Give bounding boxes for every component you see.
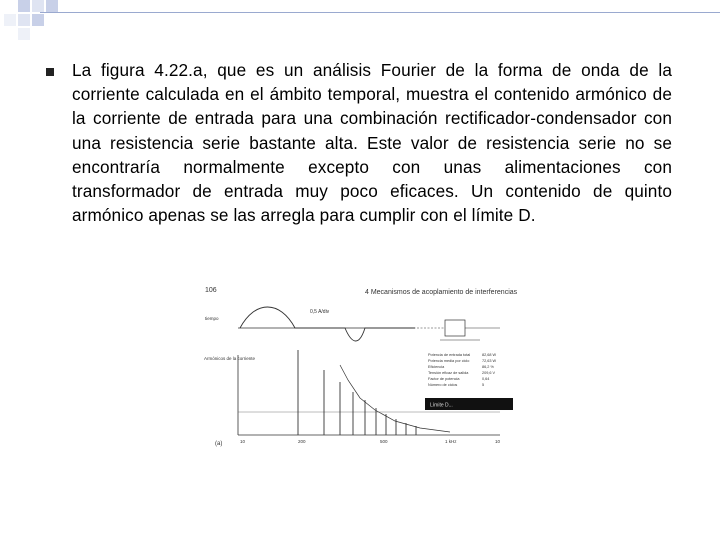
stat-value: 82,68 W <box>482 353 497 357</box>
figure-graphic <box>200 280 530 470</box>
bullet-marker <box>46 68 54 76</box>
stats-block <box>428 353 497 387</box>
x-tick-label: 500 <box>380 439 388 444</box>
figure-chapter-title: 4 Mecanismos de acoplamiento de interferencias <box>365 289 518 296</box>
x-tick-label: 200 <box>298 439 306 444</box>
decorative-corner <box>0 0 64 44</box>
x-tick-label: 1 kHz <box>445 439 457 444</box>
figure-4-22 <box>200 280 530 470</box>
time-axis-label: tiempo <box>205 316 219 321</box>
panel-label: (a) <box>215 441 223 447</box>
waveform-panel <box>205 307 500 341</box>
stat-value: 0,64 <box>482 377 490 381</box>
x-tick-label: 10 <box>495 439 501 444</box>
x-tick-label: 10 <box>240 439 246 444</box>
stat-value: 86,2 % <box>482 365 494 369</box>
figure-page-number: 106 <box>205 287 217 294</box>
header-rule <box>40 12 720 13</box>
stat-label: Potencia media por ciclo <box>428 359 470 363</box>
stat-value: 72,63 W <box>482 359 497 363</box>
spectrum-panel <box>204 350 513 447</box>
stat-label: Número de ciclos <box>428 383 458 387</box>
bullet-text: La figura 4.22.a, que es un análisis Fourier de la forma de onda de la corriente calculada en el ámbito temporal, muestra el contenido armónico de la corriente de entrada para una combinación rectificador-condensador con una resistencia serie bastante alta. Este valor de resistencia serie no se encontraría normalmente excepto con unas alimentaciones con transformador de entrada muy poco eficaces. Un contenido de quinto armónico apenas se las arregla para cumplir con el límite D. <box>72 60 672 226</box>
limit-label-text: Límite D... <box>430 402 453 409</box>
stat-label: Eficiencia <box>428 365 445 369</box>
y-axis-label: Armónicos de la corriente <box>204 356 256 361</box>
stat-label: Factor de potencia <box>428 377 460 381</box>
stat-value: 209,6 V <box>482 371 496 375</box>
stat-label: Potencia de entrada total <box>428 353 471 357</box>
stat-value: 5 <box>482 383 485 387</box>
waveform-callout: 0,5 A/div <box>310 309 330 315</box>
stat-label: Tensión eficaz de salida <box>428 371 469 375</box>
